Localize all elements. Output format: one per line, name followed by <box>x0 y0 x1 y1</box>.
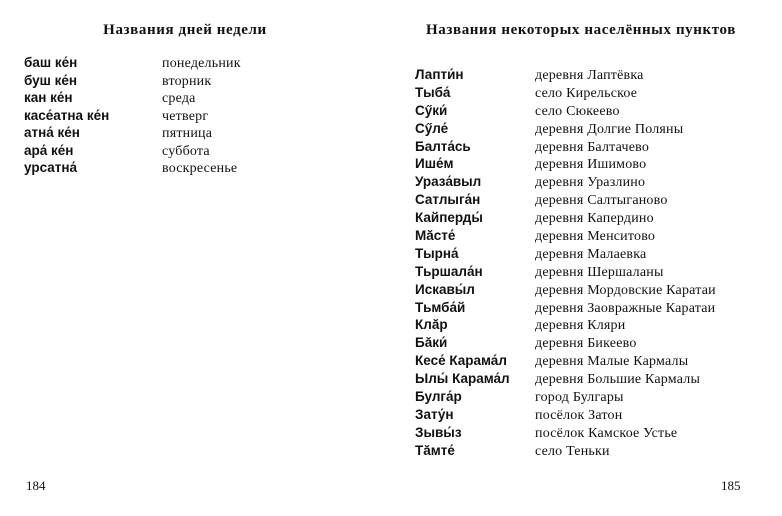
term: Тăмте́ <box>415 442 455 458</box>
list-item <box>415 121 716 139</box>
meaning: посёлок Камское Устье <box>535 425 678 441</box>
meaning: деревня Шершаланы <box>535 264 664 280</box>
meaning: вторник <box>162 73 212 89</box>
list-item <box>415 353 716 371</box>
meaning: деревня Заовражные Каратаи <box>535 300 716 316</box>
list-item <box>415 264 716 282</box>
list-item <box>415 228 716 246</box>
meaning: воскресенье <box>162 161 238 176</box>
list-item <box>415 85 716 103</box>
list-item <box>24 73 241 91</box>
term: Сӳле́ <box>415 120 449 136</box>
meaning: город Булгары <box>535 390 624 406</box>
list-item <box>415 300 716 318</box>
list-item <box>24 108 241 126</box>
list-item <box>415 282 716 300</box>
meaning: посёлок Затон <box>535 407 623 423</box>
term: буш ке́н <box>24 72 78 88</box>
term: Сатлыга́н <box>415 192 481 208</box>
meaning: деревня Уразлино <box>535 175 646 191</box>
right-page-number: 185 <box>721 478 741 493</box>
meaning: деревня Большие Кармалы <box>535 372 701 388</box>
term: Зату́н <box>415 406 454 422</box>
meaning: деревня Бикеево <box>535 336 637 352</box>
term: кан ке́н <box>24 90 73 105</box>
term: Балта́сь <box>415 138 471 154</box>
term: Бăки́ <box>415 335 448 351</box>
meaning: деревня Долгие Поляны <box>535 121 684 137</box>
list-item <box>415 389 716 407</box>
list-item <box>415 443 716 461</box>
meaning: деревня Капердино <box>535 211 654 227</box>
term: Булга́р <box>415 389 462 405</box>
term: Искавы́л <box>415 281 475 297</box>
list-item <box>24 90 241 108</box>
list-item <box>24 55 241 73</box>
list-item <box>415 174 716 192</box>
meaning: понедельник <box>162 56 241 71</box>
meaning: село Кирельское <box>535 85 638 101</box>
term: Тьршала́н <box>415 263 483 279</box>
list-item <box>415 210 716 228</box>
term: Зывы́з <box>415 424 462 440</box>
term: урсатна́ <box>24 160 78 175</box>
meaning: деревня Балтачево <box>535 139 650 155</box>
term: Лапти́н <box>415 67 464 82</box>
meaning: пятница <box>162 126 213 141</box>
left-page-title: Названия дней недели <box>103 22 267 38</box>
list-item <box>415 103 716 121</box>
meaning: деревня Малаевка <box>535 246 647 262</box>
list-item <box>415 156 716 174</box>
list-item <box>415 246 716 264</box>
list-item <box>415 192 716 210</box>
term: касе́атна ке́н <box>24 107 110 123</box>
term: атна́ ке́н <box>24 125 80 140</box>
term: Тьмба́й <box>415 299 466 315</box>
list-item <box>24 160 241 178</box>
meaning: деревня Лаптёвка <box>535 68 644 83</box>
term: Мăсте́ <box>415 228 456 244</box>
term: ара́ ке́н <box>24 142 74 158</box>
meaning: суббота <box>162 143 210 159</box>
list-item <box>415 317 716 335</box>
list-item <box>415 139 716 157</box>
list-item <box>415 371 716 389</box>
term: Клăр <box>415 317 448 333</box>
list-item <box>415 335 716 353</box>
right-page-title: Названия некоторых населённых пунктов <box>426 22 736 38</box>
term: Кайперды́ <box>415 210 483 226</box>
list-item <box>415 425 716 443</box>
term: Кесе́ Карама́л <box>415 353 507 369</box>
meaning: деревня Салтыганово <box>535 193 668 209</box>
term: Ылы́ Карама́л <box>415 371 510 387</box>
term: баш ке́н <box>24 55 78 70</box>
list-item <box>24 143 241 161</box>
term: Ураза́выл <box>415 174 482 190</box>
meaning: село Сюкеево <box>535 103 620 119</box>
left-page-number: 184 <box>26 478 46 493</box>
meaning: четверг <box>162 108 209 124</box>
weekday-list <box>24 55 241 178</box>
list-item <box>24 125 241 143</box>
meaning: среда <box>162 91 196 106</box>
meaning: село Теньки <box>535 443 610 459</box>
meaning: деревня Малые Кармалы <box>535 354 689 370</box>
term: Сӳки́ <box>415 102 448 118</box>
right-page <box>391 0 782 516</box>
meaning: деревня Менситово <box>535 229 656 245</box>
term: Тыба́ <box>415 84 451 100</box>
settlement-list <box>415 67 716 461</box>
list-item <box>415 407 716 425</box>
list-item <box>415 67 716 85</box>
term: Тырна́ <box>415 245 459 261</box>
meaning: деревня Ишимово <box>535 157 647 173</box>
meaning: деревня Мордовские Каратаи <box>535 282 716 298</box>
meaning: деревня Кляри <box>535 318 626 334</box>
term: Ише́м <box>415 156 454 172</box>
